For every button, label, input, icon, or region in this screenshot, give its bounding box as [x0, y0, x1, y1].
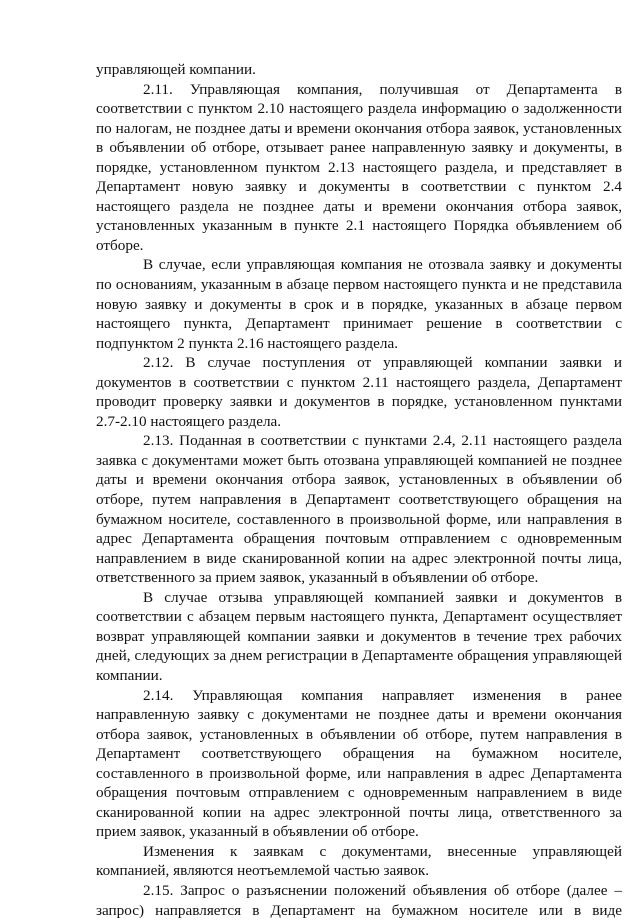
paragraph-2-11-second: В случае, если управляющая компания не отозвала заявку и документы по основаниям, указанным в абзаце первом настоящего пункта и не представила новую заявку и документы в срок и в порядке, указанных в абзаце первом настоящего пункта, Департамент принимает решение в соответствии с подпунктом 2 пункта 2.16 настоящего раздела. [96, 256, 622, 352]
paragraph-2-15: 2.15. Запрос о разъяснении положений объявления об отборе (далее – запрос) направляется в Департамент на бумажном носителе или в виде [96, 881, 622, 919]
paragraph-2-12: 2.12. В случае поступления от управляющей компании заявки и документов в соответствии с пунктом 2.11 настоящего раздела, Департамент проводит проверку заявки и документов в порядке, установленном пунктами 2.7-2.10 настоящего раздела. [96, 354, 622, 430]
paragraph-2-14-second: Изменения к заявкам с документами, внесенные управляющей компанией, являются неотъемлемой частью заявок. [96, 842, 622, 880]
document-page [96, 60, 622, 920]
paragraph-2-13: 2.13. Поданная в соответствии с пунктами 2.4, 2.11 настоящего раздела заявка с документами может быть отозвана управляющей компанией не позднее даты и времени окончания отбора заявок, установленных в объявлении об отборе, путем направления в Департамент соответствующего обращения на бумажном носителе, составленного в произвольной форме, или направления в адрес Департамента обращения почтовым отправлением с одновременным направлением в виде сканированной копии на адрес электронной почты лица, ответственного за прием заявок, указанный в объявлении об отборе. [96, 432, 622, 587]
paragraph-2-14: 2.14. Управляющая компания направляет изменения в ранее направленную заявку с документами не позднее даты и времени окончания отбора заявок, установленных в объявлении об отборе, путем направления в Департамент соответствующего обращения на бумажном носителе, составленного в произвольной форме, или направления в адрес Департамента обращения почтовым отправлением с одновременным направлением в виде сканированной копии на адрес электронной почты лица, ответственного за прием заявок, указанный в объявлении об отборе. [96, 686, 622, 841]
paragraph-2-11: 2.11. Управляющая компания, получившая от Департамента в соответствии с пунктом 2.10 настоящего раздела информацию о задолженности по налогам, не позднее даты и времени окончания отбора заявок, установленных в объявлении об отборе, отзывает ранее направленную заявку и документы, в порядке, установленном пунктом 2.13 настоящего раздела, и представляет в Департамент новую заявку и документы в соответствии с пунктом 2.4 настоящего раздела не позднее даты и времени окончания отбора заявок, установленных указанным в пункте 2.1 настоящего Порядка объявлением об отборе. [96, 80, 622, 254]
paragraph-2-13-second: В случае отзыва управляющей компанией заявки и документов в соответствии с абзацем первым настоящего пункта, Департамент осуществляет возврат управляющей компании заявки и документов в течение трех рабочих дней, следующих за днем регистрации в Департаменте обращения управляющей компании. [96, 588, 622, 684]
paragraph-continuation: управляющей компании. [96, 61, 256, 78]
